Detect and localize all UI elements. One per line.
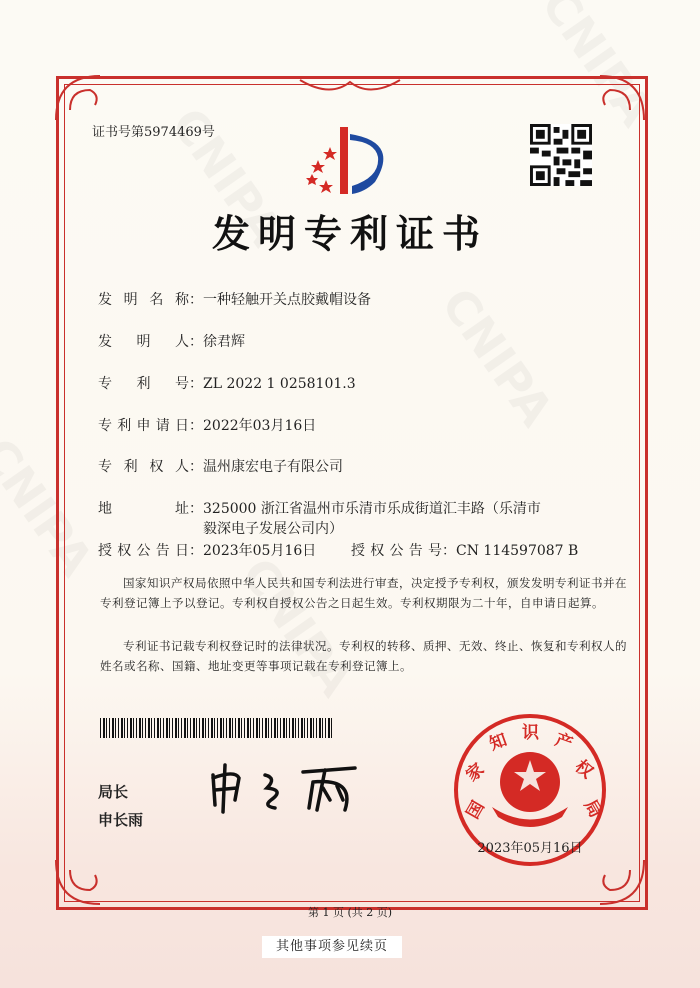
field-label: 地址 <box>98 501 189 517</box>
field-patentee: 专利权人 ： 温州康宏电子有限公司 <box>98 459 343 475</box>
field-value: 325000 浙江省温州市乐清市乐成街道汇丰路（乐清市 <box>203 501 541 517</box>
svg-text:识: 识 <box>522 723 539 743</box>
page-indicator: 第 1 页 (共 2 页) <box>307 906 393 919</box>
director-name: 申长雨 <box>98 811 144 829</box>
field-grant-date: 授权公告日 ： 2023年05月16日 <box>98 543 317 559</box>
field-invention-name: 发明名称 ： 一种轻触开关点胶戴帽设备 <box>98 292 371 308</box>
director-title: 局长 <box>98 783 129 801</box>
qr-code <box>530 124 592 186</box>
field-value: 2022年03月16日 <box>203 418 317 434</box>
field-label: 发明人 <box>98 334 189 350</box>
field-inventor: 发明人 ： 徐君辉 <box>98 334 245 350</box>
svg-text:知: 知 <box>486 730 510 755</box>
seal-date: 2023年05月16日 <box>477 841 583 856</box>
statement-paragraph: 专利证书记载专利权登记时的法律状况。专利权的转移、质押、无效、终止、恢复和专利权人的姓名或名称、国籍、地址变更等事项记载在专利登记簿上。 <box>100 639 627 673</box>
cnipa-logo <box>300 122 405 197</box>
field-address: 地址 ： 325000 浙江省温州市乐清市乐成街道汇丰路（乐清市 毅深电子发展公司内） <box>98 501 541 537</box>
field-label: 发明名称 <box>98 292 189 308</box>
field-value: CN 114597087 B <box>456 543 579 559</box>
field-value: ZL 2022 1 0258101.3 <box>203 376 356 392</box>
signature <box>205 760 365 815</box>
svg-text:产: 产 <box>552 729 576 755</box>
continued-note: 其他事项参见续页 <box>262 936 402 958</box>
svg-text:家: 家 <box>462 759 489 786</box>
barcode <box>100 718 332 738</box>
field-label: 专利号 <box>98 376 189 392</box>
field-application-date: 专利申请日 ： 2022年03月16日 <box>98 418 317 434</box>
field-grant-number: 授权公告号 ： CN 114597087 B <box>351 543 579 559</box>
field-label: 专利权人 <box>98 459 189 475</box>
statement-paragraph: 国家知识产权局依照中华人民共和国专利法进行审查，决定授予专利权，颁发发明专利证书并在专利登记簿上予以登记。专利权自授权公告之日起生效。专利权期限为二十年，自申请日起算。 <box>100 576 627 610</box>
field-label: 专利申请日 <box>98 418 189 434</box>
svg-text:局: 局 <box>579 796 606 822</box>
field-patent-number: 专利号 ： ZL 2022 1 0258101.3 <box>98 376 356 392</box>
certificate-title: 发明专利证书 <box>211 211 488 256</box>
certificate-number: 证书号第5974469号 <box>92 125 215 140</box>
field-value: 2023年05月16日 <box>203 543 317 559</box>
field-value: 一种轻触开关点胶戴帽设备 <box>203 292 371 308</box>
svg-text:国: 国 <box>463 797 489 823</box>
field-value: 徐君辉 <box>203 334 245 350</box>
field-value-line2: 毅深电子发展公司内） <box>203 521 343 537</box>
field-label: 授权公告日 <box>98 543 189 559</box>
field-value: 温州康宏电子有限公司 <box>203 459 343 475</box>
svg-text:权: 权 <box>570 756 597 783</box>
field-label: 授权公告号 <box>351 543 442 559</box>
